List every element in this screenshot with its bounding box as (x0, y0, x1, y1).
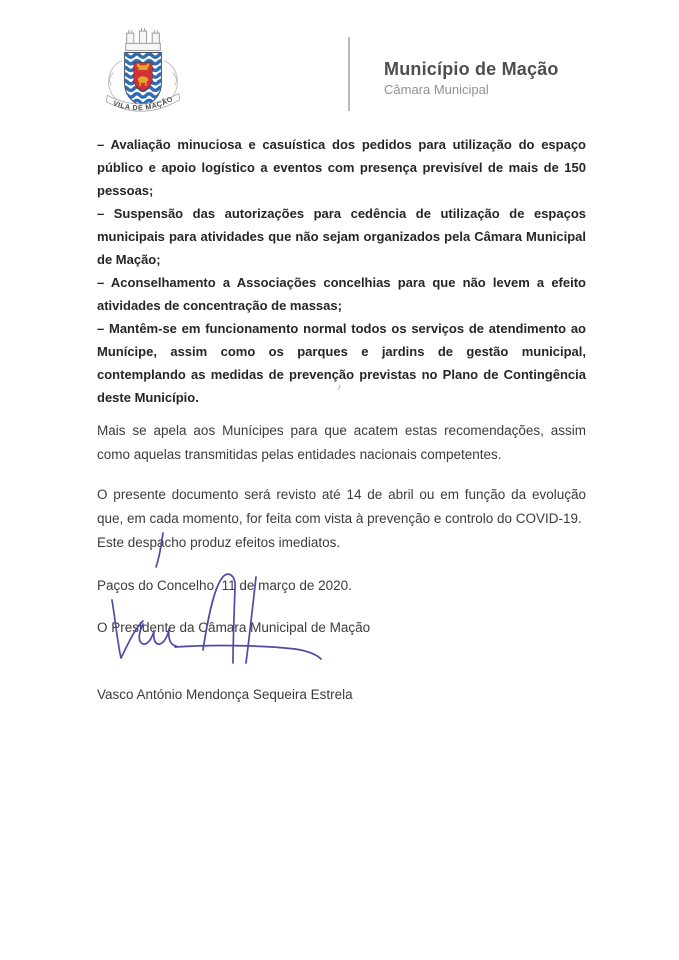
date-place-line: Paços do Concelho, 11 de março de 2020. (97, 578, 352, 593)
crest-banner-text: VILA DE MAÇÃO (111, 95, 175, 113)
document-body (97, 133, 586, 707)
municipal-coat-of-arms-icon (101, 26, 185, 124)
bullet-suspensao-autorizacoes: – Suspensão das autorizações para cedência de utilização de espaços municipais para atividades que não sejam organizados pela Câmara Municipal de Mação; (97, 206, 586, 267)
bullet-avaliacao-espaco-publico: – Avaliação minuciosa e casuística dos pedidos para utilização do espaço público e apoio logístico a eventos com presença previsível de mais de 150 pessoas; (97, 137, 586, 198)
org-title: Município de Mação (384, 59, 559, 79)
paragraph-efeitos-imediatos: Este despacho produz efeitos imediatos. (97, 535, 341, 550)
header-divider (348, 37, 350, 111)
signer-title: O Presidente da Câmara Municipal de Mação (97, 620, 371, 635)
org-subtitle: Câmara Municipal (384, 82, 489, 97)
paragraph-apelo-municipes: Mais se apela aos Munícipes para que acatem estas recomendações, assim como aquelas transmitidas pelas entidades nacionais competentes. (97, 423, 586, 462)
bullet-aconselhamento-associacoes: – Aconselhamento a Associações concelhias para que não levem a efeito atividades de concentração de massas; (97, 275, 586, 313)
header-text-block (384, 58, 644, 99)
bullet-servicos-atendimento: – Mantêm-se em funcionamento normal todos os serviços de atendimento ao Munícipe, assim como os parques e jardins de gestão municipal, contemplando as medidas de prevenção previstas no Plano de Contingência deste Município. (97, 321, 586, 405)
signer-name: Vasco António Mendonça Sequeira Estrela (97, 687, 353, 702)
paragraph-revisao-documento: O presente documento será revisto até 14 de abril ou em função da evolução que, em cada momento, for feita com vista à prevenção e controlo do COVID-19. (97, 487, 586, 526)
